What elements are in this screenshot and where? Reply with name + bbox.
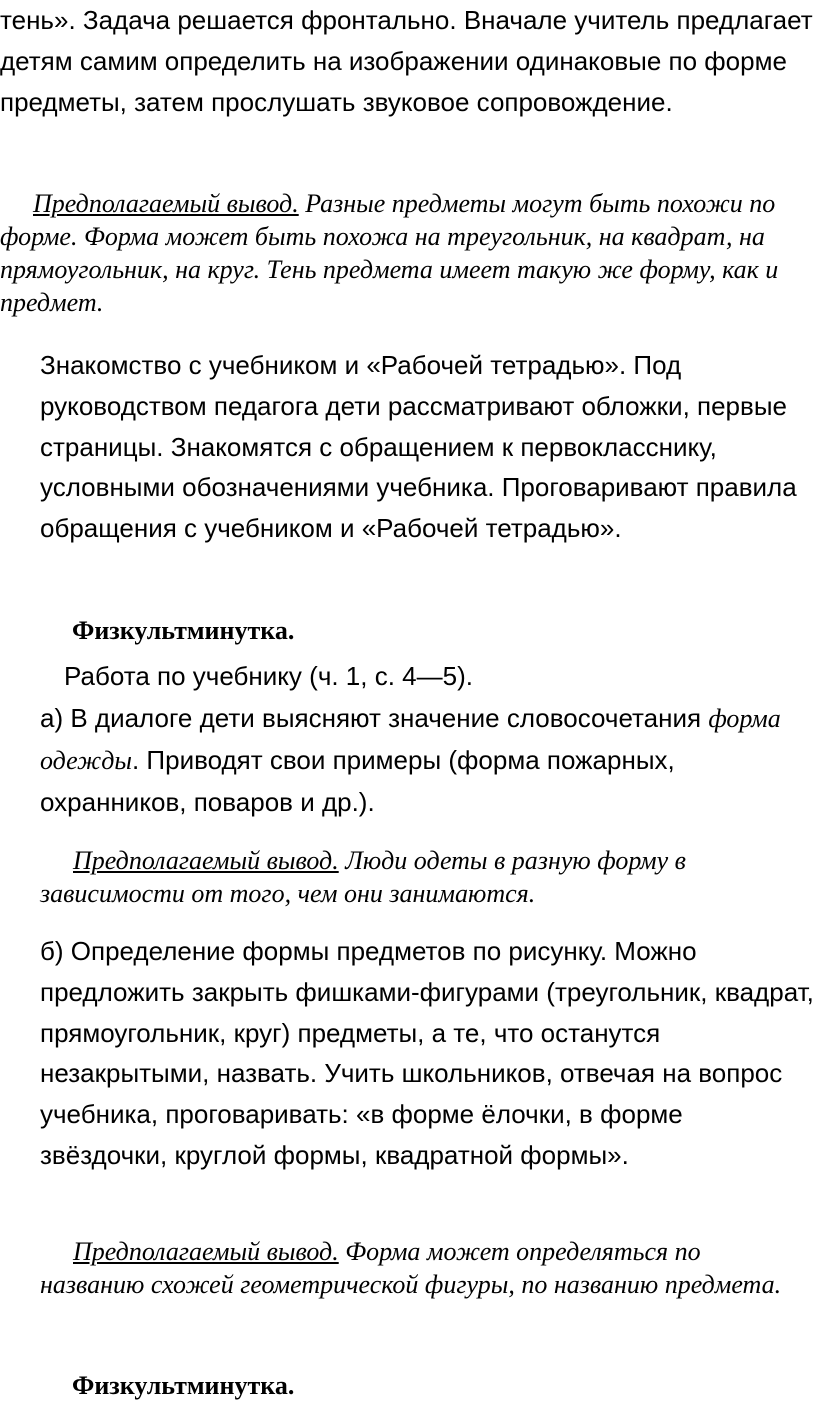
conclusion-text: Форма может определяться по названию схожей геометрической фигуры, по названию предмета. bbox=[40, 1237, 782, 1299]
conclusion-figures bbox=[40, 1235, 810, 1301]
item-b: б) Определение формы предметов по рисунку. Можно предложить закрыть фишками-фигурами (треугольник, квадрат, прямоугольник, круг) предметы, а те, что останутся незакрытыми, назвать. Учить школьников, отвечая на вопрос учебника, проговаривать: «в форме ёлочки, в форме звёздочки, круглой формы, квадратной формы». bbox=[40, 936, 814, 1170]
conclusion-label: Предполагаемый вывод. bbox=[33, 189, 299, 218]
conclusion-text: Люди одеты в разную форму в зависимости от того, чем они занимаются. bbox=[40, 846, 686, 908]
item-a-prefix: а) В диалоге дети выясняют значение словосочетания bbox=[40, 703, 709, 733]
conclusion-shapes bbox=[0, 187, 790, 319]
conclusion-uniform bbox=[40, 844, 816, 910]
heading-phys-break-2: Физкультминутка. bbox=[72, 1371, 295, 1400]
textbook-work-line: Работа по учебнику (ч. 1, с. 4—5). bbox=[64, 661, 473, 691]
item-a bbox=[40, 698, 816, 822]
conclusion-label: Предполагаемый вывод. bbox=[73, 846, 339, 875]
item-a-term: форма одежды bbox=[40, 704, 781, 775]
item-a-suffix: . Приводят свои примеры (форма пожарных, охранников, поваров и др.). bbox=[40, 744, 675, 817]
conclusion-text: Разные предметы могут быть похожи по форме. Форма может быть похожа на треугольник, на квадрат, на прямоугольник, на круг. Тень предмета имеет такую же форму, как и предмет. bbox=[0, 189, 779, 317]
paragraph-intro: тень». Задача решается фронтально. Вначале учитель предлагает детям самим определить на изображении одинаковые по форме предметы, затем прослушать звуковое сопровождение. bbox=[0, 5, 813, 117]
paragraph-textbook-intro: Знакомство с учебником и «Рабочей тетрадью». Под руководством педагога дети рассматривают обложки, первые страницы. Знакомятся с обращением к первокласснику, условными обозначениями учебника. Проговаривают правила обращения с учебником и «Рабочей тетрадью». bbox=[40, 350, 797, 544]
conclusion-label: Предполагаемый вывод. bbox=[73, 1237, 339, 1266]
heading-phys-break: Физкультминутка. bbox=[72, 616, 295, 645]
